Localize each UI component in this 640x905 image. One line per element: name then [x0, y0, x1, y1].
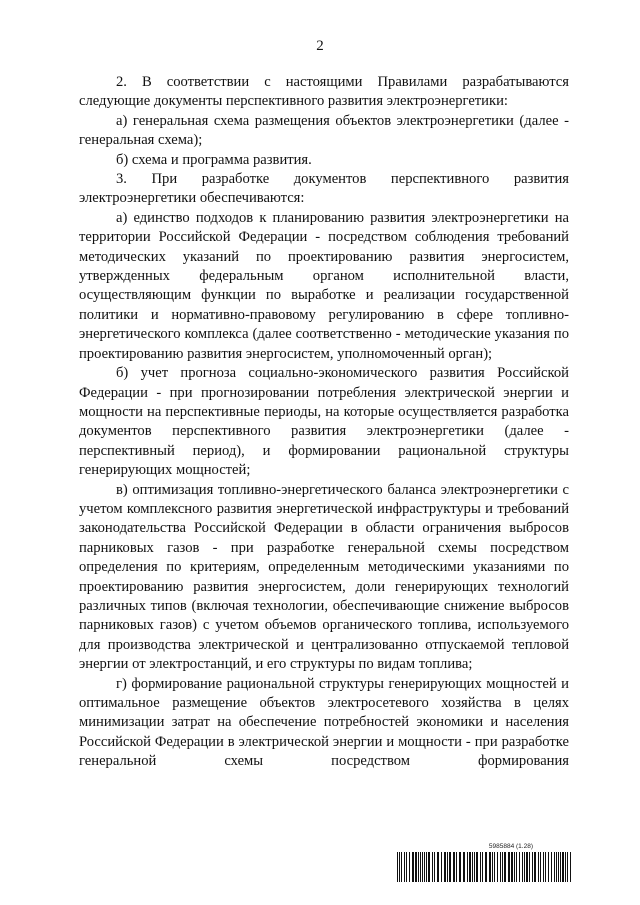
barcode-icon: [397, 852, 573, 882]
paragraph-3: 3. При разработке документов перспективного развития электроэнергетики обеспечиваются:: [79, 171, 569, 207]
paragraph-3g: г) формирование рациональной структуры генерирующих мощностей и оптимальное размещение объектов электросетевого хозяйства в целях минимизации затрат на обеспечение потребностей экономики и населения Российской Федерации в электрической энергии и мощности - при разработке генеральной схемы посредством формирования: [79, 675, 569, 770]
paragraph-3v: в) оптимизация топливно-энергетического баланса электроэнергетики с учетом комплексного развития энергетической инфраструктуры и требований законодательства Российской Федерации в области ограничения выбросов парниковых газов - при разработке генеральной схемы посредством определения по критериям, определенным методическими указаниями по проектированию развития энергосистем, доли генерирующих технологий различных типов (включая технологии, обеспечивающие снижение выбросов парниковых газов) с учетом объемов органического топлива, используемого для производства электрической и централизованно отпускаемой тепловой энергии от электростанций, и его структуры по видам топлива;: [79, 481, 569, 673]
page-number: 2: [316, 38, 324, 54]
paragraph-2: 2. В соответствии с настоящими Правилами разрабатываются следующие документы перспективного развития электроэнергетики:: [79, 74, 569, 110]
paragraph-3a: а) единство подходов к планированию развития электроэнергетики на территории Российской Федерации - посредством соблюдения требований методических указаний по проектированию развития энергосистем, утвержденных федеральным органом исполнительной власти, осуществляющим функции по выработке и реализации государственной политики и нормативно-правовому регулированию в сфере топливно-энергетического комплекса (далее соответственно - методические указания по проектированию развития энергосистем, уполномоченный орган);: [79, 209, 569, 362]
document-body: [79, 73, 569, 772]
barcode-block: [397, 843, 573, 882]
barcode-caption: 5985884 (1.28): [488, 843, 533, 850]
paragraph-2b: б) схема и программа развития.: [116, 151, 312, 168]
paragraph-2a: а) генеральная схема размещения объектов электроэнергетики (далее - генеральная схема);: [79, 112, 569, 149]
paragraph-3b: б) учет прогноза социально-экономического развития Российской Федерации - при прогнозировании потребления электрической энергии и мощности на перспективные периоды, на которые осуществляется разработка документов перспективного развития электроэнергетики (далее - перспективный период), и формировании рациональной структуры генерирующих мощностей;: [79, 365, 569, 479]
